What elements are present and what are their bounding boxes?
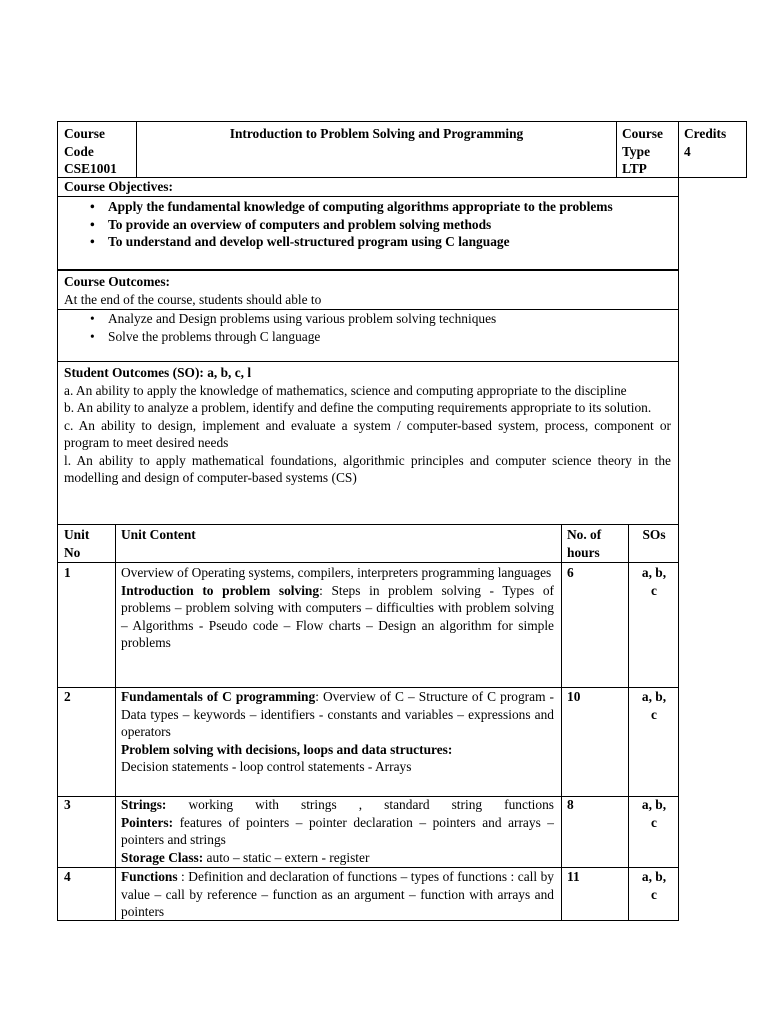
credits-cell	[684, 125, 746, 160]
unit-4-topic-detail: : Definition and declaration of functions – types of functions : call by value – call by reference – function as an argument – function with arrays and pointers	[121, 869, 554, 919]
student-outcome-l: l. An ability to apply mathematical foundations, algorithmic principles and computer science theory in the modelling and design of computer-based systems (CS)	[64, 452, 671, 485]
unit-3-pointers-detail: features of pointers – pointer declaration – pointers and arrays – pointers and strings	[121, 814, 554, 847]
unit-hours: 10	[567, 689, 581, 704]
hours-header-1: No. of	[567, 527, 602, 542]
credits-value: 4	[684, 143, 691, 159]
unit-content	[121, 868, 554, 921]
objectives-heading: Course Objectives:	[64, 179, 173, 194]
type-label-2: Type	[622, 143, 651, 159]
unit-hours: 6	[567, 565, 574, 580]
type-label-1: Course	[622, 126, 663, 141]
unit-sos	[629, 796, 679, 831]
course-type-cell	[622, 125, 676, 178]
unit-3-storage-detail: auto – static – extern - register	[203, 849, 370, 865]
unit-2-topic: Fundamentals of C programming	[121, 689, 316, 704]
outcomes-intro: At the end of the course, students should able to	[64, 292, 322, 307]
objectives-list	[64, 198, 671, 251]
objective-item: • To provide an overview of computers and problem solving methods	[64, 216, 671, 234]
unit-sos-1: a, b,	[641, 565, 667, 580]
unit-sos-2: c	[651, 886, 657, 902]
unit-content	[121, 796, 554, 866]
unit-1-problem-solving	[121, 582, 554, 652]
course-header-row	[57, 121, 747, 178]
course-code-cell	[64, 125, 134, 178]
unit-3-strings-detail: working with strings , standard string functions	[166, 797, 554, 812]
unit-content	[121, 688, 554, 776]
student-outcome-b: b. An ability to analyze a problem, identify and define the computing requirements appropriate to its solution.	[64, 400, 652, 415]
unit-hours: 8	[567, 797, 574, 812]
outcomes-list	[64, 310, 671, 345]
unit-no-header	[64, 526, 112, 561]
course-objectives-section	[57, 177, 679, 270]
unit-1-topic: Introduction to problem solving	[121, 582, 320, 598]
unit-content-header: Unit Content	[121, 527, 196, 542]
unit-sos	[629, 868, 679, 903]
unit-sos-1: a, b,	[641, 869, 667, 884]
unit-4-topic: Functions	[121, 869, 178, 884]
unit-number: 2	[64, 689, 71, 704]
unit-content	[121, 564, 554, 652]
student-outcome-c: c. An ability to design, implement and evaluate a system / computer-based system, process, component or program to meet desired needs	[64, 417, 671, 450]
unit-1-topic-detail: : Steps in problem solving - Types of problems – problem solving with computers – difficulties with problem solving – Algorithms - Pseudo code – Flow charts – Design an algorithm for simple problems	[121, 582, 554, 650]
unit-2-subtopic-detail: Decision statements - loop control statements - Arrays	[121, 759, 412, 774]
unit-sos-1: a, b,	[641, 797, 667, 812]
unit-3-pointers	[121, 814, 554, 849]
unit-sos	[629, 688, 679, 723]
unit-header-2: No	[64, 544, 81, 560]
unit-number: 1	[64, 565, 71, 580]
units-table	[57, 524, 679, 921]
hours-header	[567, 526, 625, 561]
hours-header-2: hours	[567, 544, 600, 560]
unit-sos-1: a, b,	[641, 689, 667, 704]
unit-sos-2: c	[651, 706, 657, 722]
outcomes-heading: Course Outcomes:	[64, 274, 170, 289]
outcome-item: • Solve the problems through C language	[64, 328, 671, 346]
unit-sos-2: c	[651, 814, 657, 830]
student-outcomes-section	[57, 361, 679, 525]
credits-label: Credits	[684, 126, 727, 141]
course-outcomes-section	[57, 270, 679, 362]
sos-header: SOs	[642, 527, 666, 542]
unit-2-fundamentals	[121, 688, 554, 741]
unit-sos	[629, 564, 679, 599]
unit-3-topic-pointers: Pointers:	[121, 814, 174, 830]
unit-3-storage	[121, 849, 554, 867]
course-title: Introduction to Problem Solving and Programming	[229, 126, 524, 141]
student-outcome-a: a. An ability to apply the knowledge of mathematics, science and computing appropriate to the discipline	[64, 382, 627, 398]
unit-3-topic-strings: Strings:	[121, 797, 167, 812]
unit-header-1: Unit	[64, 527, 90, 542]
unit-2-subtopic: Problem solving with decisions, loops and data structures:	[121, 741, 453, 757]
unit-2-topic-detail: : Overview of C – Structure of C program - Data types – keywords – identifiers - constants and variables – expressions and operators	[121, 689, 554, 739]
code-label: Code	[64, 143, 94, 159]
unit-1-overview: Overview of Operating systems, compilers, interpreters programming languages	[121, 565, 552, 580]
unit-number: 3	[64, 797, 71, 812]
unit-3-topic-storage: Storage Class:	[121, 849, 204, 865]
objective-item: • To understand and develop well-structured program using C language	[64, 233, 671, 251]
course-code: CSE1001	[64, 161, 117, 176]
unit-number: 4	[64, 869, 71, 884]
unit-4-functions	[121, 868, 554, 921]
outcome-item: • Analyze and Design problems using various problem solving techniques	[64, 310, 671, 328]
unit-sos-2: c	[651, 582, 657, 598]
course-label: Course	[64, 126, 105, 141]
unit-hours: 11	[567, 869, 580, 884]
unit-3-strings	[121, 796, 554, 814]
student-outcomes-heading: Student Outcomes (SO): a, b, c, l	[64, 365, 252, 380]
objective-item: • Apply the fundamental knowledge of computing algorithms appropriate to the problems	[64, 198, 671, 216]
type-value: LTP	[622, 161, 647, 176]
